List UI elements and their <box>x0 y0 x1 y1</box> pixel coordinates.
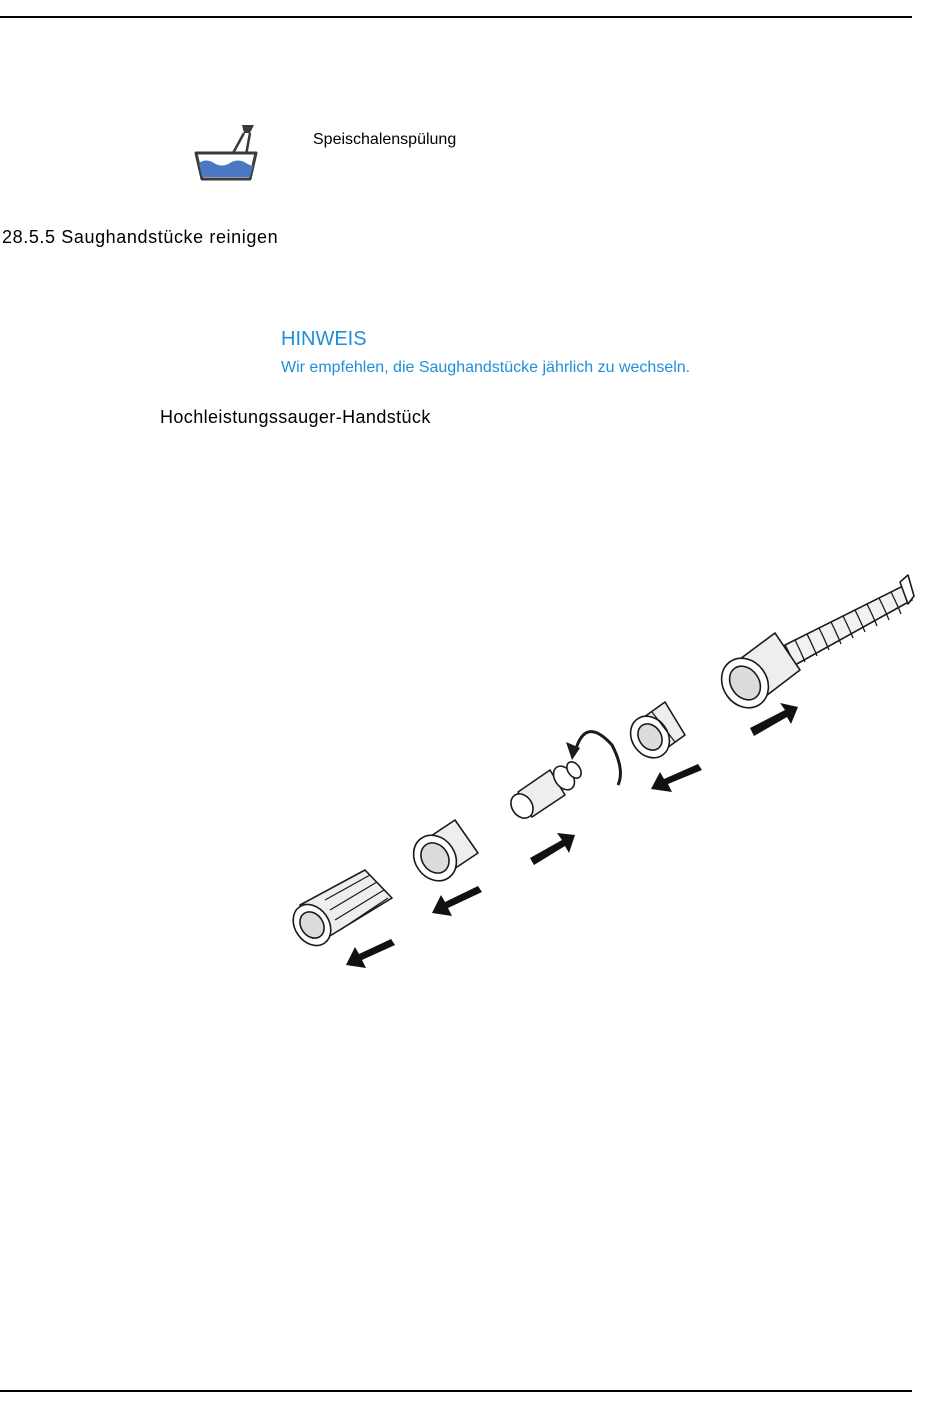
bottom-rule <box>0 1390 912 1392</box>
direction-arrows <box>346 703 798 968</box>
hose-part <box>785 575 914 665</box>
note-title: HINWEIS <box>281 328 367 350</box>
threaded-ring-part <box>623 702 685 765</box>
section-heading: 28.5.5 Saughandstücke reinigen <box>2 227 279 247</box>
suction-handpiece-exploded-view <box>280 570 920 970</box>
grip-cap-part <box>285 870 392 953</box>
top-rule <box>0 16 912 18</box>
middle-ring-part <box>405 820 478 889</box>
valve-insert-part <box>506 759 584 822</box>
subsection-heading: Hochleistungssauger-Handstück <box>160 407 431 427</box>
spittoon-rinse-icon <box>192 123 260 183</box>
spittoon-rinse-label: Speischalenspülung <box>313 131 457 148</box>
note-text: Wir empfehlen, die Saughandstücke jährlich zu wechseln. <box>281 359 691 376</box>
